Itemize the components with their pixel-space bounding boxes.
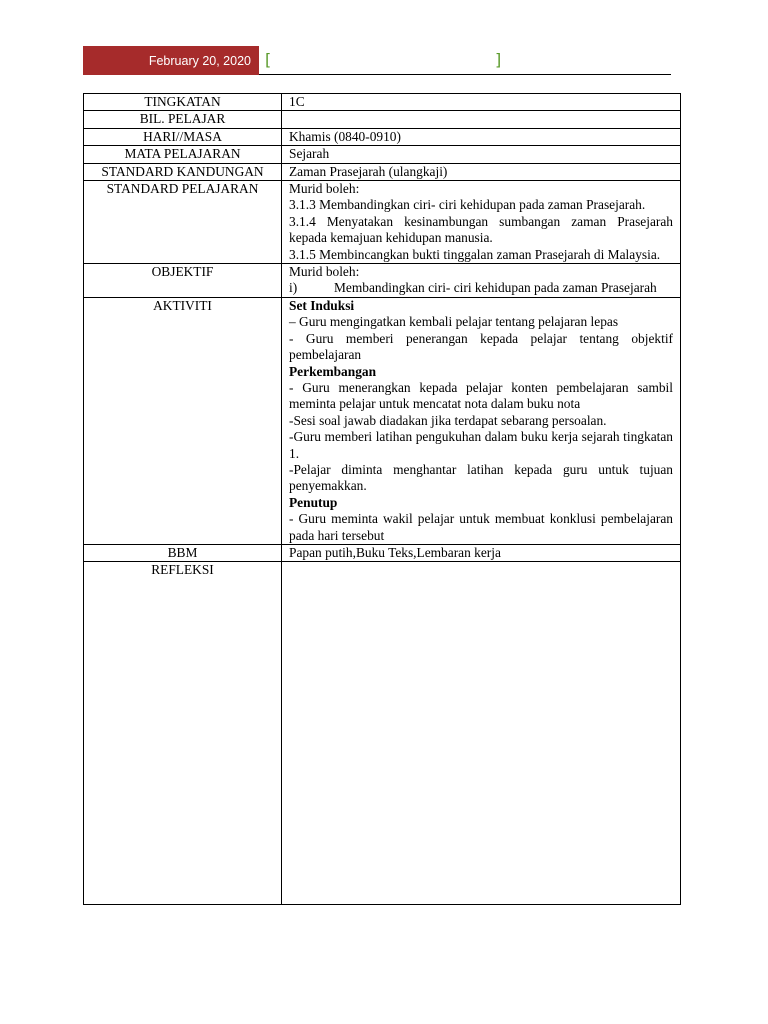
row-hari-masa bbox=[84, 128, 681, 145]
standard-pelajaran-line: 3.1.4 Menyatakan kesinambungan sumbangan zaman Prasejarah kepada kemajuan kehidupan manusia. bbox=[289, 213, 673, 246]
value-aktiviti bbox=[282, 297, 681, 544]
value-mata-pelajaran: Sejarah bbox=[282, 146, 681, 163]
label-aktiviti: AKTIVITI bbox=[84, 297, 282, 544]
label-refleksi: REFLEKSI bbox=[84, 562, 282, 905]
value-bbm: Papan putih,Buku Teks,Lembaran kerja bbox=[282, 544, 681, 561]
row-bil-pelajar bbox=[84, 111, 681, 128]
label-standard-kandungan: STANDARD KANDUNGAN bbox=[84, 163, 282, 180]
header-rule bbox=[259, 74, 671, 75]
standard-pelajaran-line: 3.1.3 Membandingkan ciri- ciri kehidupan pada zaman Prasejarah. bbox=[289, 197, 646, 213]
set-induksi-heading: Set Induksi bbox=[289, 297, 355, 313]
objektif-item bbox=[289, 280, 673, 296]
row-objektif bbox=[84, 264, 681, 298]
row-aktiviti bbox=[84, 297, 681, 544]
label-mata-pelajaran: MATA PELAJARAN bbox=[84, 146, 282, 163]
label-hari-masa: HARI//MASA bbox=[84, 128, 282, 145]
perkembangan-line: -Guru memberi latihan pengukuhan dalam buku kerja sejarah tingkatan 1. bbox=[289, 429, 673, 461]
value-standard-kandungan: Zaman Prasejarah (ulangkaji) bbox=[282, 163, 681, 180]
penutup-line: - Guru meminta wakil pelajar untuk membuat konklusi pembelajaran pada hari tersebut bbox=[289, 511, 673, 543]
label-bbm: BBM bbox=[84, 544, 282, 561]
value-bil-pelajar bbox=[282, 111, 681, 128]
row-standard-kandungan bbox=[84, 163, 681, 180]
value-tingkatan: 1C bbox=[282, 94, 681, 111]
standard-pelajaran-line: Murid boleh: bbox=[289, 181, 360, 197]
value-objektif bbox=[282, 264, 681, 298]
penutup-heading: Penutup bbox=[289, 494, 338, 510]
value-standard-pelajaran bbox=[282, 181, 681, 264]
row-mata-pelajaran bbox=[84, 146, 681, 163]
objektif-item-text: Membandingkan ciri- ciri kehidupan pada zaman Prasejarah bbox=[334, 280, 657, 296]
set-induksi-line: – Guru mengingatkan kembali pelajar tentang pelajaran lepas bbox=[289, 314, 619, 330]
page-header bbox=[83, 46, 671, 76]
label-objektif: OBJEKTIF bbox=[84, 264, 282, 298]
value-refleksi bbox=[282, 562, 681, 905]
label-tingkatan: TINGKATAN bbox=[84, 94, 282, 111]
perkembangan-line: -Sesi soal jawab diadakan jika terdapat sebarang persoalan. bbox=[289, 412, 607, 428]
header-bracket-close: ] bbox=[495, 50, 502, 69]
row-refleksi bbox=[84, 562, 681, 905]
objektif-intro: Murid boleh: bbox=[289, 264, 360, 280]
row-standard-pelajaran bbox=[84, 181, 681, 264]
row-bbm bbox=[84, 544, 681, 561]
row-tingkatan bbox=[84, 94, 681, 111]
value-hari-masa: Khamis (0840-0910) bbox=[282, 128, 681, 145]
standard-pelajaran-line: 3.1.5 Membincangkan bukti tinggalan zaman Prasejarah di Malaysia. bbox=[289, 246, 661, 262]
header-date: February 20, 2020 bbox=[83, 46, 259, 75]
lesson-plan-table bbox=[83, 93, 681, 905]
perkembangan-heading: Perkembangan bbox=[289, 363, 377, 379]
set-induksi-line: - Guru memberi penerangan kepada pelajar tentang objektif pembelajaran bbox=[289, 330, 673, 363]
perkembangan-line: -Pelajar diminta menghantar latihan kepada guru untuk tujuan penyemakkan. bbox=[289, 461, 673, 494]
label-bil-pelajar: BIL. PELAJAR bbox=[84, 111, 282, 128]
perkembangan-line: - Guru menerangkan kepada pelajar konten pembelajaran sambil meminta pelajar untuk mencatat nota dalam buku nota bbox=[289, 379, 673, 412]
objektif-item-number: i) bbox=[289, 280, 298, 296]
label-standard-pelajaran: STANDARD PELAJARAN bbox=[84, 181, 282, 264]
header-bracket-open: [ bbox=[265, 50, 272, 69]
